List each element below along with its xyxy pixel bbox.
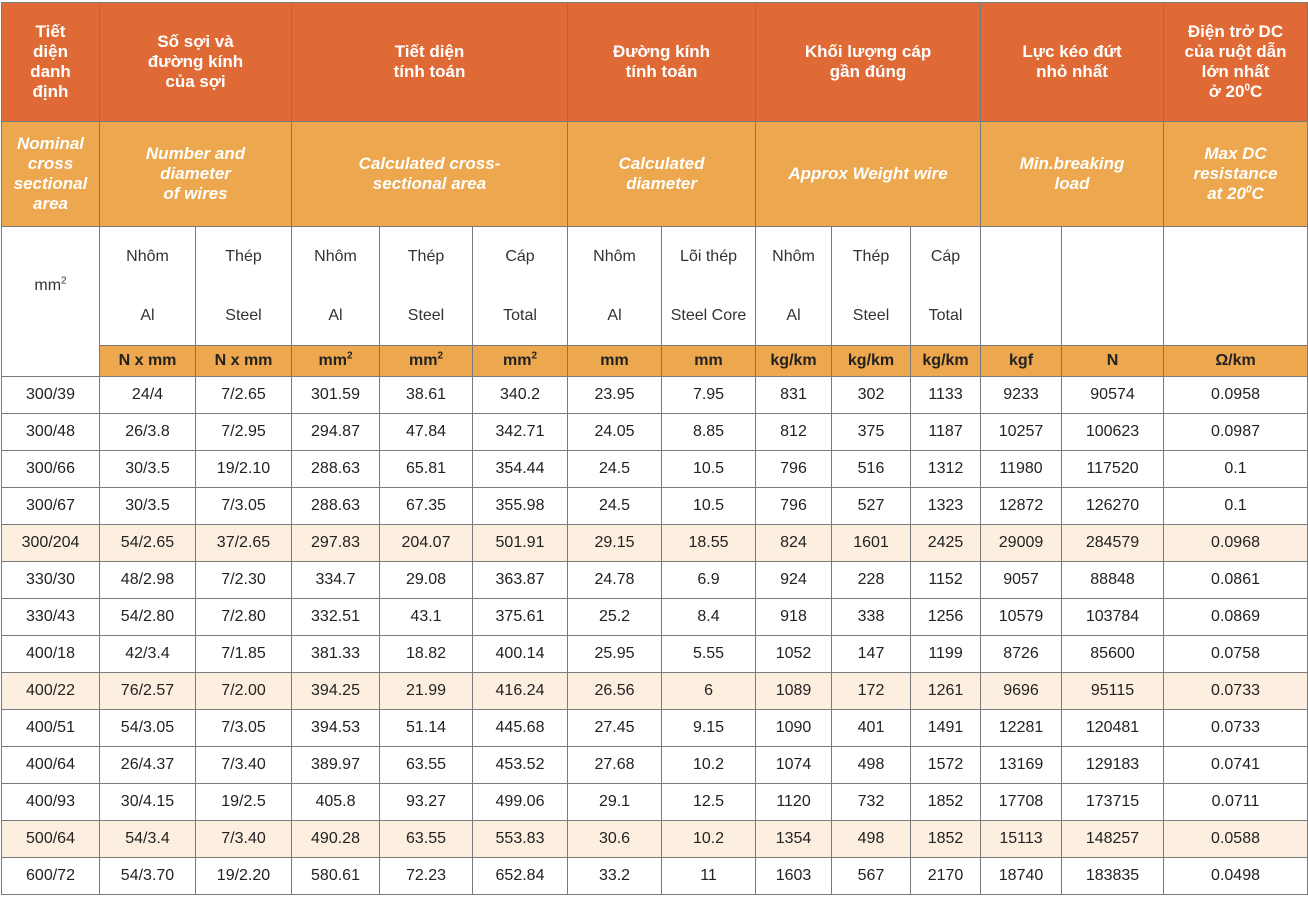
table-cell: 796: [756, 451, 832, 488]
table-cell: 54/3.70: [100, 858, 196, 895]
table-cell: 10579: [981, 599, 1062, 636]
unit-row: [2, 346, 1308, 377]
unit-mm2-cell: $mm^2$: [2, 227, 100, 346]
table-cell: 63.55: [380, 747, 473, 784]
table-cell: 1199: [911, 636, 981, 673]
unit-cell: kg/km: [911, 346, 981, 377]
table-cell: 19/2.5: [196, 784, 292, 821]
subheader-row-english: [2, 286, 1308, 346]
table-cell: 363.87: [473, 562, 568, 599]
table-cell: 13169: [981, 747, 1062, 784]
table-cell: 51.14: [380, 710, 473, 747]
table-cell: 553.83: [473, 821, 568, 858]
table-cell: 381.33: [292, 636, 380, 673]
table-cell: 21.99: [380, 673, 473, 710]
table-cell: 1133: [911, 377, 981, 414]
table-row: [2, 377, 1308, 414]
table-cell: 1120: [756, 784, 832, 821]
table-cell: 342.71: [473, 414, 568, 451]
table-cell: 63.55: [380, 821, 473, 858]
table-cell: 30/4.15: [100, 784, 196, 821]
header-number-en: Number and diameter of wires: [100, 122, 292, 227]
table-cell: 340.2: [473, 377, 568, 414]
sub-en-cell: Al: [568, 286, 662, 346]
table-cell: 8.4: [662, 599, 756, 636]
table-cell: 6.9: [662, 562, 756, 599]
table-cell: 172: [832, 673, 911, 710]
table-cell: 0.0869: [1164, 599, 1308, 636]
sub-vn-cell: Thép: [380, 227, 473, 287]
table-cell: 1572: [911, 747, 981, 784]
table-cell: 354.44: [473, 451, 568, 488]
table-cell: 29.08: [380, 562, 473, 599]
table-cell: 1089: [756, 673, 832, 710]
table-cell: 0.1: [1164, 488, 1308, 525]
table-cell: 30/3.5: [100, 451, 196, 488]
table-cell: 204.07: [380, 525, 473, 562]
table-cell: 401: [832, 710, 911, 747]
table-cell: 65.81: [380, 451, 473, 488]
table-cell: 1323: [911, 488, 981, 525]
table-cell: 18740: [981, 858, 1062, 895]
sub-vn-cell: Lõi thép: [662, 227, 756, 287]
table-cell: 43.1: [380, 599, 473, 636]
table-row: [2, 636, 1308, 673]
row-size-cell: 300/48: [2, 414, 100, 451]
table-cell: 29.1: [568, 784, 662, 821]
table-cell: 24.5: [568, 451, 662, 488]
table-cell: 18.55: [662, 525, 756, 562]
table-cell: 90574: [1062, 377, 1164, 414]
table-cell: 23.95: [568, 377, 662, 414]
header-number-vn: Số sợi và đường kính của sợi: [100, 3, 292, 122]
unit-cell: $mm^2$: [292, 346, 380, 377]
table-cell: 0.0733: [1164, 673, 1308, 710]
table-cell: 38.61: [380, 377, 473, 414]
table-cell: 7/3.05: [196, 710, 292, 747]
table-cell: 580.61: [292, 858, 380, 895]
table-cell: 29009: [981, 525, 1062, 562]
header-calc-diameter-en: Calculated diameter: [568, 122, 756, 227]
table-cell: 24.5: [568, 488, 662, 525]
table-cell: 0.0987: [1164, 414, 1308, 451]
table-cell: 120481: [1062, 710, 1164, 747]
table-cell: 394.53: [292, 710, 380, 747]
sub-en-cell: Al: [292, 286, 380, 346]
table-cell: 26/3.8: [100, 414, 196, 451]
table-cell: 2170: [911, 858, 981, 895]
table-cell: 26/4.37: [100, 747, 196, 784]
sub-vn-cell: Nhôm: [292, 227, 380, 287]
header-calc-area-en: Calculated cross- sectional area: [292, 122, 568, 227]
table-cell: 0.0741: [1164, 747, 1308, 784]
sub-en-cell: Steel: [196, 286, 292, 346]
table-cell: 831: [756, 377, 832, 414]
table-row: [2, 673, 1308, 710]
table-cell: 95115: [1062, 673, 1164, 710]
table-cell: 527: [832, 488, 911, 525]
sub-vn-cell: Thép: [196, 227, 292, 287]
header-breaking-vn: Lực kéo đứt nhỏ nhất: [981, 3, 1164, 122]
table-cell: 652.84: [473, 858, 568, 895]
table-cell: 490.28: [292, 821, 380, 858]
table-row: [2, 488, 1308, 525]
unit-blank-cell: [2, 346, 100, 377]
table-cell: 11: [662, 858, 756, 895]
table-cell: 924: [756, 562, 832, 599]
row-size-cell: 400/22: [2, 673, 100, 710]
sub-vn-cell: Cáp: [473, 227, 568, 287]
table-body: [2, 377, 1308, 895]
table-cell: 10257: [981, 414, 1062, 451]
unit-cell: mm: [568, 346, 662, 377]
sub-en-cell: Total: [911, 286, 981, 346]
row-size-cell: 400/51: [2, 710, 100, 747]
table-cell: 10.2: [662, 821, 756, 858]
table-cell: 288.63: [292, 488, 380, 525]
header-row-vietnamese: [2, 3, 1308, 122]
table-row: [2, 710, 1308, 747]
table-cell: 1256: [911, 599, 981, 636]
header-row-english: [2, 122, 1308, 227]
table-cell: 173715: [1062, 784, 1164, 821]
table-row: [2, 414, 1308, 451]
table-cell: 33.2: [568, 858, 662, 895]
table-cell: 0.0758: [1164, 636, 1308, 673]
table-cell: 76/2.57: [100, 673, 196, 710]
table-cell: 294.87: [292, 414, 380, 451]
header-nominal-en: Nominal cross sectional area: [2, 122, 100, 227]
table-cell: 25.2: [568, 599, 662, 636]
table-cell: 10.5: [662, 488, 756, 525]
table-cell: 54/2.65: [100, 525, 196, 562]
table-cell: 1852: [911, 821, 981, 858]
table-cell: 117520: [1062, 451, 1164, 488]
table-row: [2, 784, 1308, 821]
table-cell: 24.05: [568, 414, 662, 451]
table-cell: 100623: [1062, 414, 1164, 451]
table-cell: 148257: [1062, 821, 1164, 858]
row-size-cell: 400/18: [2, 636, 100, 673]
table-cell: 7/3.40: [196, 747, 292, 784]
table-cell: 1052: [756, 636, 832, 673]
table-cell: 47.84: [380, 414, 473, 451]
header-weight-en: Approx Weight wire: [756, 122, 981, 227]
table-cell: 7/2.30: [196, 562, 292, 599]
table-cell: 54/3.05: [100, 710, 196, 747]
table-row: [2, 562, 1308, 599]
table-cell: 332.51: [292, 599, 380, 636]
sub-en-cell: Steel: [380, 286, 473, 346]
unit-cell: kgf: [981, 346, 1062, 377]
table-cell: 375.61: [473, 599, 568, 636]
unit-cell: $mm^2$: [380, 346, 473, 377]
table-cell: 355.98: [473, 488, 568, 525]
sub-vn-cell: Nhôm: [100, 227, 196, 287]
table-cell: 19/2.20: [196, 858, 292, 895]
table-cell: 17708: [981, 784, 1062, 821]
table-cell: 93.27: [380, 784, 473, 821]
table-cell: 9233: [981, 377, 1062, 414]
table-cell: 85600: [1062, 636, 1164, 673]
row-size-cell: 500/64: [2, 821, 100, 858]
table-cell: 1074: [756, 747, 832, 784]
table-cell: 1354: [756, 821, 832, 858]
table-cell: 824: [756, 525, 832, 562]
table-cell: 11980: [981, 451, 1062, 488]
table-cell: 416.24: [473, 673, 568, 710]
header-calc-area-vn: Tiết diện tính toán: [292, 3, 568, 122]
table-cell: 12.5: [662, 784, 756, 821]
table-cell: 0.0588: [1164, 821, 1308, 858]
unit-cell: N x mm: [100, 346, 196, 377]
blank-cell: [1062, 286, 1164, 346]
table-cell: 516: [832, 451, 911, 488]
table-cell: 1312: [911, 451, 981, 488]
table-cell: 375: [832, 414, 911, 451]
sub-en-cell: Al: [100, 286, 196, 346]
table-cell: 29.15: [568, 525, 662, 562]
blank-cell: [1164, 227, 1308, 287]
table-cell: 445.68: [473, 710, 568, 747]
table-cell: 1152: [911, 562, 981, 599]
sub-vn-cell: Nhôm: [568, 227, 662, 287]
table-cell: 183835: [1062, 858, 1164, 895]
table-cell: 37/2.65: [196, 525, 292, 562]
table-cell: 25.95: [568, 636, 662, 673]
table-cell: 7/2.65: [196, 377, 292, 414]
table-cell: 42/3.4: [100, 636, 196, 673]
table-cell: 1852: [911, 784, 981, 821]
table-cell: 297.83: [292, 525, 380, 562]
table-cell: 7/2.95: [196, 414, 292, 451]
blank-cell: [981, 286, 1062, 346]
table-cell: 405.8: [292, 784, 380, 821]
table-cell: 1090: [756, 710, 832, 747]
table-row: [2, 525, 1308, 562]
unit-cell: $mm^2$: [473, 346, 568, 377]
table-cell: 24.78: [568, 562, 662, 599]
table-cell: 7/2.80: [196, 599, 292, 636]
table-cell: 26.56: [568, 673, 662, 710]
table-cell: 228: [832, 562, 911, 599]
table-cell: 796: [756, 488, 832, 525]
table-cell: 400.14: [473, 636, 568, 673]
table-cell: 2425: [911, 525, 981, 562]
table-cell: 126270: [1062, 488, 1164, 525]
table-cell: 10.2: [662, 747, 756, 784]
table-cell: 19/2.10: [196, 451, 292, 488]
table-cell: 18.82: [380, 636, 473, 673]
unit-cell: mm: [662, 346, 756, 377]
table-cell: 498: [832, 821, 911, 858]
table-cell: 7/2.00: [196, 673, 292, 710]
header-breaking-en: Min.breaking load: [981, 122, 1164, 227]
table-cell: 0.0711: [1164, 784, 1308, 821]
row-size-cell: 330/30: [2, 562, 100, 599]
table-cell: 7/3.05: [196, 488, 292, 525]
table-cell: 7.95: [662, 377, 756, 414]
table-cell: 1187: [911, 414, 981, 451]
sub-vn-cell: Nhôm: [756, 227, 832, 287]
table-cell: 10.5: [662, 451, 756, 488]
row-size-cell: 600/72: [2, 858, 100, 895]
subheader-row-vietnamese: [2, 227, 1308, 287]
table-cell: 147: [832, 636, 911, 673]
table-cell: 88848: [1062, 562, 1164, 599]
sub-en-cell: Al: [756, 286, 832, 346]
row-size-cell: 300/66: [2, 451, 100, 488]
table-cell: 30.6: [568, 821, 662, 858]
row-size-cell: 300/204: [2, 525, 100, 562]
row-size-cell: 300/39: [2, 377, 100, 414]
unit-cell: N: [1062, 346, 1164, 377]
header-nominal-vn: Tiết diện danh định: [2, 3, 100, 122]
table-cell: 499.06: [473, 784, 568, 821]
header-resistance-vn: Điện trở DC của ruột dẫn lớn nhất ở $20^0C$: [1164, 3, 1308, 122]
table-cell: 501.91: [473, 525, 568, 562]
row-size-cell: 300/67: [2, 488, 100, 525]
table-cell: 1261: [911, 673, 981, 710]
row-size-cell: 400/64: [2, 747, 100, 784]
table-row: [2, 747, 1308, 784]
table-row: [2, 451, 1308, 488]
table-cell: 498: [832, 747, 911, 784]
table-cell: 27.45: [568, 710, 662, 747]
table-cell: 334.7: [292, 562, 380, 599]
table-cell: 6: [662, 673, 756, 710]
table-cell: 72.23: [380, 858, 473, 895]
table-cell: 284579: [1062, 525, 1164, 562]
table-cell: 1601: [832, 525, 911, 562]
table-cell: 0.0733: [1164, 710, 1308, 747]
table-cell: 30/3.5: [100, 488, 196, 525]
table-cell: 8726: [981, 636, 1062, 673]
row-size-cell: 400/93: [2, 784, 100, 821]
cable-spec-table: [1, 2, 1308, 895]
sub-vn-cell: Cáp: [911, 227, 981, 287]
blank-cell: [1164, 286, 1308, 346]
table-cell: 9057: [981, 562, 1062, 599]
sub-en-cell: Total: [473, 286, 568, 346]
table-cell: 67.35: [380, 488, 473, 525]
table-cell: 301.59: [292, 377, 380, 414]
sub-en-cell: Steel Core: [662, 286, 756, 346]
table-cell: 27.68: [568, 747, 662, 784]
table-cell: 302: [832, 377, 911, 414]
table-cell: 1491: [911, 710, 981, 747]
table-cell: 288.63: [292, 451, 380, 488]
table-cell: 0.0958: [1164, 377, 1308, 414]
table-cell: 54/3.4: [100, 821, 196, 858]
table-cell: 8.85: [662, 414, 756, 451]
unit-cell: N x mm: [196, 346, 292, 377]
unit-cell: kg/km: [832, 346, 911, 377]
header-resistance-en: Max DC resistance at $20^0C$: [1164, 122, 1308, 227]
table-cell: 12872: [981, 488, 1062, 525]
table-cell: 7/1.85: [196, 636, 292, 673]
table-cell: 0.0861: [1164, 562, 1308, 599]
table-cell: 9.15: [662, 710, 756, 747]
row-size-cell: 330/43: [2, 599, 100, 636]
table-cell: 338: [832, 599, 911, 636]
table-row: [2, 858, 1308, 895]
header-calc-diameter-vn: Đường kính tính toán: [568, 3, 756, 122]
table-cell: 567: [832, 858, 911, 895]
table-cell: 103784: [1062, 599, 1164, 636]
table-cell: 389.97: [292, 747, 380, 784]
table-cell: 12281: [981, 710, 1062, 747]
header-weight-vn: Khối lượng cáp gần đúng: [756, 3, 981, 122]
table-cell: 5.55: [662, 636, 756, 673]
table-cell: 732: [832, 784, 911, 821]
table-row: [2, 599, 1308, 636]
table-cell: 0.1: [1164, 451, 1308, 488]
table-cell: 7/3.40: [196, 821, 292, 858]
table-cell: 48/2.98: [100, 562, 196, 599]
table-cell: 129183: [1062, 747, 1164, 784]
unit-cell: Ω/km: [1164, 346, 1308, 377]
table-cell: 15113: [981, 821, 1062, 858]
sub-vn-cell: Thép: [832, 227, 911, 287]
table-cell: 394.25: [292, 673, 380, 710]
table-row: [2, 821, 1308, 858]
table-cell: 0.0498: [1164, 858, 1308, 895]
unit-cell: kg/km: [756, 346, 832, 377]
blank-cell: [1062, 227, 1164, 287]
table-cell: 0.0968: [1164, 525, 1308, 562]
blank-cell: [981, 227, 1062, 287]
table-cell: 918: [756, 599, 832, 636]
table-cell: 9696: [981, 673, 1062, 710]
table-cell: 24/4: [100, 377, 196, 414]
sub-en-cell: Steel: [832, 286, 911, 346]
table-cell: 54/2.80: [100, 599, 196, 636]
table-cell: 812: [756, 414, 832, 451]
table-cell: 453.52: [473, 747, 568, 784]
table-cell: 1603: [756, 858, 832, 895]
